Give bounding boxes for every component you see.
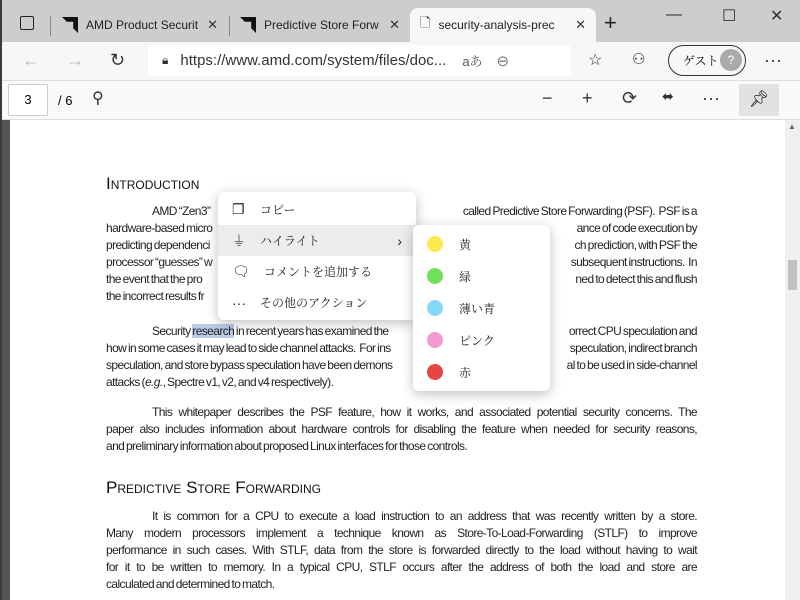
- text-line: [106, 374, 697, 391]
- text-fragment: al to be used in side-channel: [566, 358, 697, 372]
- more-options-button[interactable]: ···: [702, 88, 720, 108]
- page-count: / 6: [58, 93, 73, 108]
- close-tab-icon[interactable]: ✕: [389, 17, 400, 32]
- text-fragment: how in some cases it may lead to side channel attacks. For ins: [106, 341, 391, 355]
- tab-label: security-analysis-prec: [438, 18, 555, 32]
- tab-label: AMD Product Securit: [86, 18, 199, 32]
- document-icon: 🗋: [420, 15, 431, 30]
- color-label: ピンク: [459, 333, 495, 348]
- text-fragment: speculation, and store bypass speculation have been demons: [106, 358, 393, 372]
- text-line: It is common for a CPU to execute a load instruction to an address that was recently written by a store.: [152, 509, 697, 523]
- color-swatch-icon: [427, 236, 443, 252]
- menu-item-more-actions[interactable]: [218, 287, 416, 318]
- close-tab-icon[interactable]: ✕: [575, 17, 586, 32]
- color-label: 薄い青: [459, 301, 496, 316]
- new-tab-button[interactable]: +: [604, 10, 617, 35]
- color-swatch-icon: [427, 364, 443, 380]
- menu-item-add-comment[interactable]: [218, 256, 416, 287]
- color-label: 赤: [459, 365, 472, 380]
- text-line: [106, 357, 697, 374]
- menu-label: ハイライト: [260, 234, 320, 248]
- text-fragment: subsequent instructions. In: [570, 255, 697, 269]
- vertical-scrollbar[interactable]: [785, 120, 800, 600]
- text-line: performance in such cases. With STLF, data from the store is forwarded directly to the load without having to wait: [106, 543, 697, 557]
- text-fragment: ch prediction, with PSF the: [574, 238, 697, 252]
- tab-bar: [2, 0, 800, 42]
- color-label: 緑: [459, 269, 472, 284]
- zoom-out-button[interactable]: −: [542, 88, 553, 108]
- tab-label: Predictive Store Forw: [264, 18, 379, 32]
- pin-toolbar-button[interactable]: [739, 84, 779, 116]
- amd-logo-icon: [240, 17, 256, 33]
- close-tab-icon[interactable]: ✕: [207, 17, 218, 32]
- settings-more-button[interactable]: ···: [764, 50, 782, 70]
- avatar: ?: [720, 49, 742, 71]
- color-red[interactable]: [413, 356, 550, 388]
- text-line: [106, 340, 697, 357]
- text-line: calculated and determined to match.: [106, 577, 275, 591]
- lock-icon: 🔒︎: [162, 53, 169, 67]
- menu-item-copy[interactable]: [218, 194, 416, 225]
- amd-logo-icon: [62, 17, 78, 33]
- refresh-button[interactable]: ↻: [110, 50, 126, 70]
- text-fragment: speculation, indirect branch: [569, 341, 697, 355]
- search-icon[interactable]: ⚲: [92, 90, 104, 107]
- back-button[interactable]: ←: [22, 50, 40, 70]
- pdf-toolbar: [2, 80, 800, 120]
- text-fragment: in recent years has examined the: [234, 324, 389, 338]
- text-fragment: processor “guesses” w: [106, 255, 213, 269]
- tab-separator: [50, 16, 51, 36]
- text-fragment: ance of code execution by: [576, 221, 697, 235]
- text-fragment: predicting dependenci: [106, 238, 210, 252]
- section-heading: Predictive Store Forwarding: [106, 478, 321, 497]
- text-fragment: the event that the pro: [106, 272, 203, 286]
- favorites-icon[interactable]: ☆: [588, 52, 603, 69]
- close-window-button[interactable]: ✕: [770, 8, 784, 25]
- text-fragment: orrect CPU speculation and: [568, 324, 697, 338]
- fit-width-icon[interactable]: ⬌: [662, 88, 674, 104]
- menu-label: その他のアクション: [260, 296, 368, 310]
- url-text[interactable]: https://www.amd.com/system/files/doc...: [180, 52, 447, 69]
- menu-label: コメントを追加する: [264, 265, 373, 279]
- collections-icon[interactable]: ⚇: [632, 51, 646, 68]
- color-swatch-icon: [427, 300, 443, 316]
- section-heading: Introduction: [106, 174, 200, 193]
- text-fragment: attacks (: [106, 375, 145, 389]
- context-menu: [218, 192, 416, 320]
- address-bar[interactable]: [148, 45, 571, 76]
- menu-label: コピー: [260, 203, 296, 217]
- color-yellow[interactable]: [413, 228, 550, 260]
- maximize-button[interactable]: ☐: [722, 8, 737, 25]
- page-number-input[interactable]: 3: [8, 84, 48, 116]
- color-green[interactable]: [413, 260, 550, 292]
- text-fragment: called Predictive Store Forwarding (PSF). PSF is a: [462, 204, 697, 218]
- text-line: [106, 323, 697, 340]
- chevron-right-icon: ›: [397, 232, 402, 249]
- highlight-color-submenu: [413, 225, 550, 391]
- more-icon: ···: [232, 294, 246, 311]
- highlighter-icon: ⏚: [232, 232, 246, 249]
- color-light-blue[interactable]: [413, 292, 550, 324]
- text-line: for it to be written to memory. In a typical CPU, STLF occurs after the address of both the load and store are: [106, 560, 697, 574]
- text-fragment: hardware-based micro: [106, 221, 213, 235]
- tab-security-analysis[interactable]: [410, 8, 596, 42]
- zoom-out-icon[interactable]: ⊖: [496, 52, 510, 70]
- profile-label: ゲスト: [683, 54, 719, 68]
- profile-button[interactable]: [668, 45, 746, 76]
- text-line: paper also includes information about hardware controls for disabling the feature when needed for security reasons,: [106, 422, 697, 436]
- forward-button[interactable]: →: [66, 50, 84, 70]
- copy-icon: ❐: [232, 201, 245, 217]
- color-swatch-icon: [427, 268, 443, 284]
- text-line: Many modern processors implement a technique known as Store-To-Load-Forwarding (STLF) to improve: [106, 526, 697, 540]
- rotate-icon[interactable]: ⟳: [622, 88, 638, 108]
- text-line: and preliminary information about proposed Linux interfaces for those controls.: [106, 439, 468, 453]
- text-fragment: , Spectre v1, v2, and v4 respectively).: [162, 375, 334, 389]
- tab-actions-icon[interactable]: [20, 16, 34, 30]
- text-fragment: e.g.: [144, 375, 163, 389]
- menu-item-highlight[interactable]: [218, 225, 416, 256]
- minimize-button[interactable]: —: [666, 6, 682, 23]
- text-fragment: Security: [152, 324, 193, 338]
- tab-amd-product-security[interactable]: [52, 8, 228, 42]
- color-swatch-icon: [427, 332, 443, 348]
- address-bar-row: [2, 42, 800, 80]
- tab-predictive-store[interactable]: [230, 8, 410, 42]
- text-fragment: ned to detect this and flush: [575, 272, 697, 286]
- text-fragment: AMD “Zen3”: [152, 204, 211, 218]
- selected-text[interactable]: research: [192, 324, 235, 338]
- browser-window: [2, 0, 800, 600]
- zoom-in-button[interactable]: +: [582, 88, 593, 108]
- pin-icon: 📌︎: [748, 91, 770, 108]
- comment-icon: 🗨︎: [232, 263, 250, 279]
- color-label: 黄: [459, 237, 472, 252]
- text-fragment: the incorrect results fr: [106, 289, 204, 303]
- color-pink[interactable]: [413, 324, 550, 356]
- read-aloud-button[interactable]: aあ: [462, 54, 483, 69]
- text-line: This whitepaper describes the PSF feature, how it works, and associated potential security concerns. The: [152, 405, 697, 419]
- scroll-up-arrow[interactable]: ▲: [788, 122, 796, 131]
- scrollbar-thumb[interactable]: [788, 260, 797, 290]
